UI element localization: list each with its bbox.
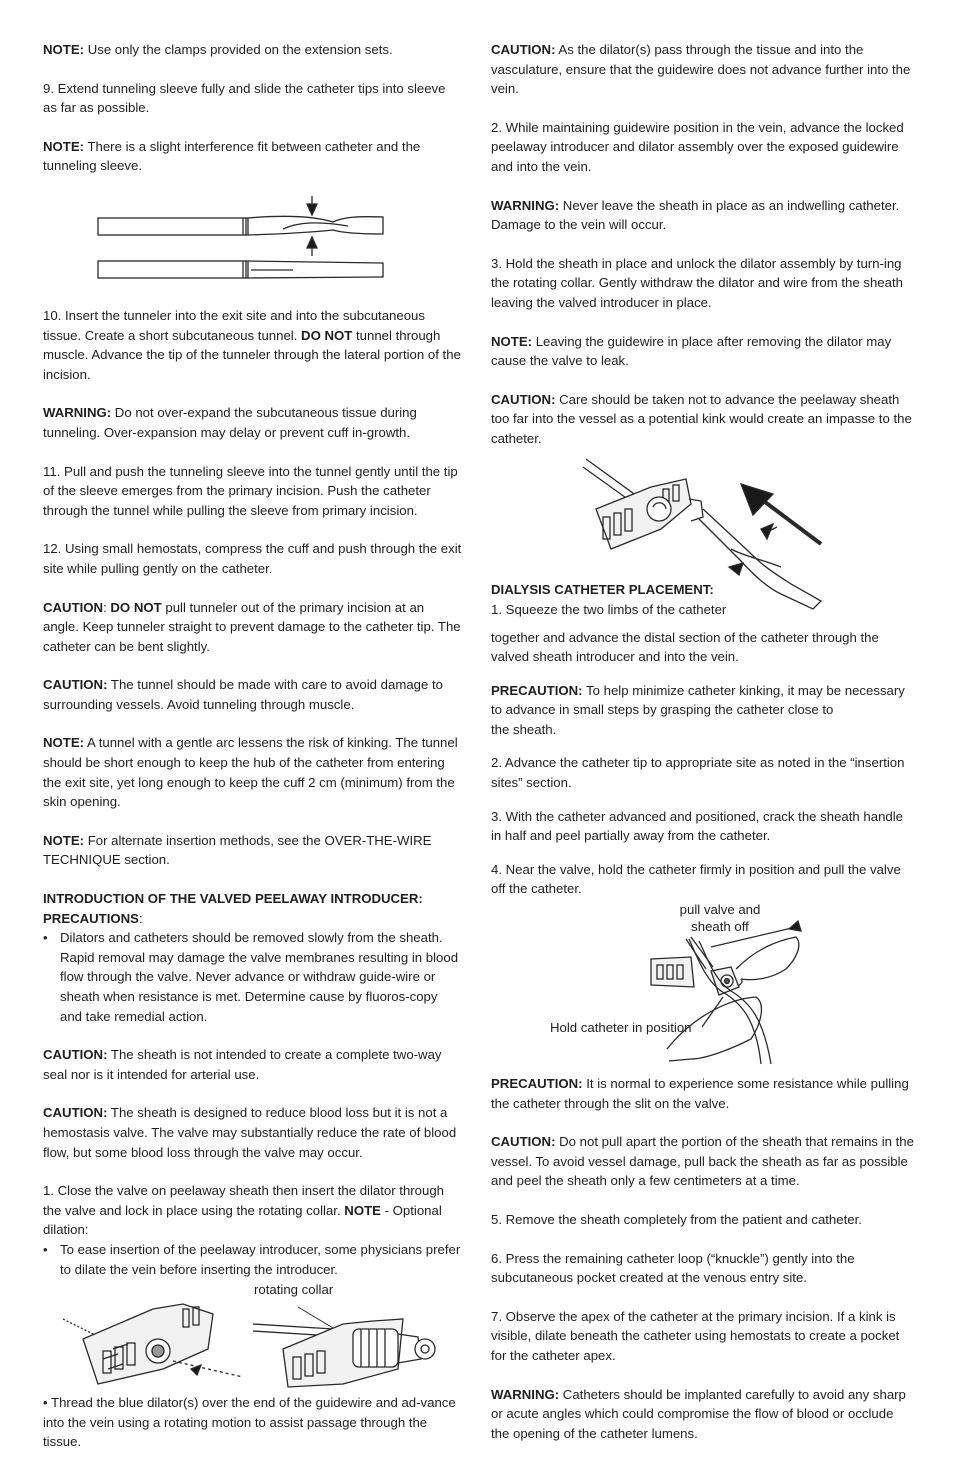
note-guidewire-leak: NOTE: Leaving the guidewire in place after removing the dilator may cause the valve to leak. <box>491 333 892 369</box>
dialysis-heading: DIALYSIS CATHETER PLACEMENT: <box>491 581 714 597</box>
dilator-collar-illustration <box>43 1279 463 1391</box>
caution-peelaway-advance: CAUTION: Care should be taken not to advance the peelaway sheath too far into the vessel as a potential kink would create an impasse to the catheter. <box>491 391 912 446</box>
dilator-figure <box>43 1279 463 1391</box>
dialysis-step-1b: together and advance the distal section of the catheter through the valved sheath introducer and into the vein. <box>491 629 879 665</box>
left-column <box>43 40 463 1471</box>
warning-sharp-angles: WARNING: Catheters should be implanted carefully to avoid any sharp or acute angles which could compromise the flow of blood or occlude the opening of the catheter lumens. <box>491 1386 906 1441</box>
step-5-remove-sheath: 5. Remove the sheath completely from the patient and catheter. <box>491 1212 862 1227</box>
note-gentle-arc: NOTE: A tunnel with a gentle arc lessens the risk of kinking. The tunnel should be short enough to keep the hub of the catheter from entering the exit site, yet long enough to keep the cuff 2 cm (minimum) from the skin opening. <box>43 735 458 810</box>
rotating-collar-label: rotating collar <box>254 1282 334 1298</box>
precautions-label: PRECAUTIONS: <box>43 910 143 926</box>
caution-pull-apart: CAUTION: Do not pull apart the portion of the sheath that remains in the vessel. To avoid vessel damage, pull back the sheath as far as possible and peel the sheath only a few centimeters at a time. <box>491 1134 914 1189</box>
note-interference-fit: NOTE: There is a slight interference fit between catheter and the tunneling sleeve. <box>43 138 421 174</box>
thread-dilator-text: • Thread the blue dilator(s) over the end of the guidewire and ad-vance into the vein using a rotating motion to assist passage through the tissue. <box>43 1395 456 1450</box>
note-clamps: NOTE: Use only the clamps provided on the extension sets. <box>43 42 393 57</box>
step-1-close-valve: 1. Close the valve on peelaway sheath then insert the dilator through the valve and lock in place using the rotating collar. NOTE - Optional dilation: <box>43 1183 445 1238</box>
pull-valve-label: pull valve and sheath off <box>679 902 761 935</box>
hold-catheter-label: Hold catheter in position <box>550 1020 692 1036</box>
step-2-advance-introducer: 2. While maintaining guidewire position in the vein, advance the locked peelaway introducer and dilator assembly over the exposed guidewire and into the vein. <box>491 119 904 174</box>
step-4-pull-valve: 4. Near the valve, hold the catheter firmly in position and pull the valve off the catheter. <box>491 861 901 897</box>
step-2-catheter-tip: 2. Advance the catheter tip to appropriate site as noted in the “insertion sites” section. <box>491 755 905 791</box>
right-column <box>491 40 915 1443</box>
note-alternate-methods: NOTE: For alternate insertion methods, see the OVER-THE-WIRE TECHNIQUE section. <box>43 832 432 868</box>
dilation-item: • To ease insertion of the peelaway introducer, some physicians prefer to dilate the vein before inserting the introducer. <box>43 1240 463 1279</box>
step-7-observe-apex: 7. Observe the apex of the catheter at the primary incision. If a kink is visible, dilate beneath the catheter using hemostats to create a pocket for the catheter apex. <box>491 1308 900 1363</box>
step-10: 10. Insert the tunneler into the exit site and into the subcutaneous tissue. Create a short subcutaneous tunnel. DO NOT tunnel through muscle. Advance the tip of the tunneler through the lateral portion of the incision. <box>43 307 461 382</box>
caution-hemostasis: CAUTION: The sheath is designed to reduce blood loss but it is not a hemostasis valve. The valve may substantially reduce the rate of blood flow, but some blood loss through the valve may occur. <box>43 1105 457 1160</box>
pull-valve-illustration <box>491 899 915 1074</box>
caution-tunneler-angle: CAUTION: DO NOT pull tunneler out of the primary incision at an angle. Keep tunneler straight to prevent damage to the catheter tip. The catheter can be bent slightly. <box>43 599 461 654</box>
warning-over-expand: WARNING: Do not over-expand the subcutaneous tissue during tunneling. Over-expansion may delay or prevent cuff in-growth. <box>43 405 417 440</box>
intro-heading: INTRODUCTION OF THE VALVED PEELAWAY INTRODUCER: <box>43 891 423 907</box>
tunneling-sleeve-illustration <box>43 182 463 292</box>
step-12: 12. Using small hemostats, compress the cuff and push through the exit site while pulling gently on the catheter. <box>43 541 462 576</box>
caution-dilator-pass: CAUTION: As the dilator(s) pass through the tissue and into the vasculature, ensure that the guidewire does not advance further into the vein. <box>491 42 911 97</box>
caution-tunnel-care: CAUTION: The tunnel should be made with care to avoid damage to surrounding vessels. Avoid tunneling through muscle. <box>43 677 443 712</box>
precaution-item: • Dilators and catheters should be removed slowly from the sheath. Rapid removal may damage the valve membranes resulting in blood flow through the valve. Never advance or withdraw guide-wire or sheath when resistance is met. Determine cause by fluoros-copy and take remedial action. <box>43 928 463 1026</box>
caution-two-way-seal: CAUTION: The sheath is not intended to create a complete two-way seal nor is it intended for arterial use. <box>43 1047 442 1082</box>
catheter-placement-figure <box>491 449 915 621</box>
precaution-resistance: PRECAUTION: It is normal to experience some resistance while pulling the catheter through the slit on the valve. <box>491 1076 909 1111</box>
dilation-list <box>43 1240 463 1279</box>
step-3-unlock-dilator: 3. Hold the sheath in place and unlock the dilator assembly by turn-ing the rotating collar. Gently withdraw the dilator and wire from the sheath leaving the valved introducer in place. <box>491 255 903 310</box>
precautions-list <box>43 928 463 1026</box>
step-11: 11. Pull and push the tunneling sleeve into the tunnel gently until the tip of the sleeve emerges from the primary incision. Push the catheter through the tunnel while pulling the sleeve from primary incision. <box>43 463 458 518</box>
pull-valve-figure <box>491 899 915 1074</box>
step-3-crack-sheath: 3. With the catheter advanced and positioned, crack the sheath handle in half and peel partially away from the catheter. <box>491 808 904 844</box>
warning-indwelling: WARNING: Never leave the sheath in place as an indwelling catheter. Damage to the vein will occur. <box>491 197 900 233</box>
step-9: 9. Extend tunneling sleeve fully and slide the catheter tips into sleeve as far as possible. <box>43 80 446 116</box>
step-6-press-loop: 6. Press the remaining catheter loop (“knuckle”) gently into the subcutaneous pocket created at the venous entry site. <box>491 1250 855 1286</box>
precaution-kinking: PRECAUTION: To help minimize catheter kinking, it may be necessary to advance in small steps by grasping the catheter close to the sheath. <box>491 682 905 737</box>
dialysis-step-1a: 1. Squeeze the two limbs of the catheter <box>491 601 727 617</box>
